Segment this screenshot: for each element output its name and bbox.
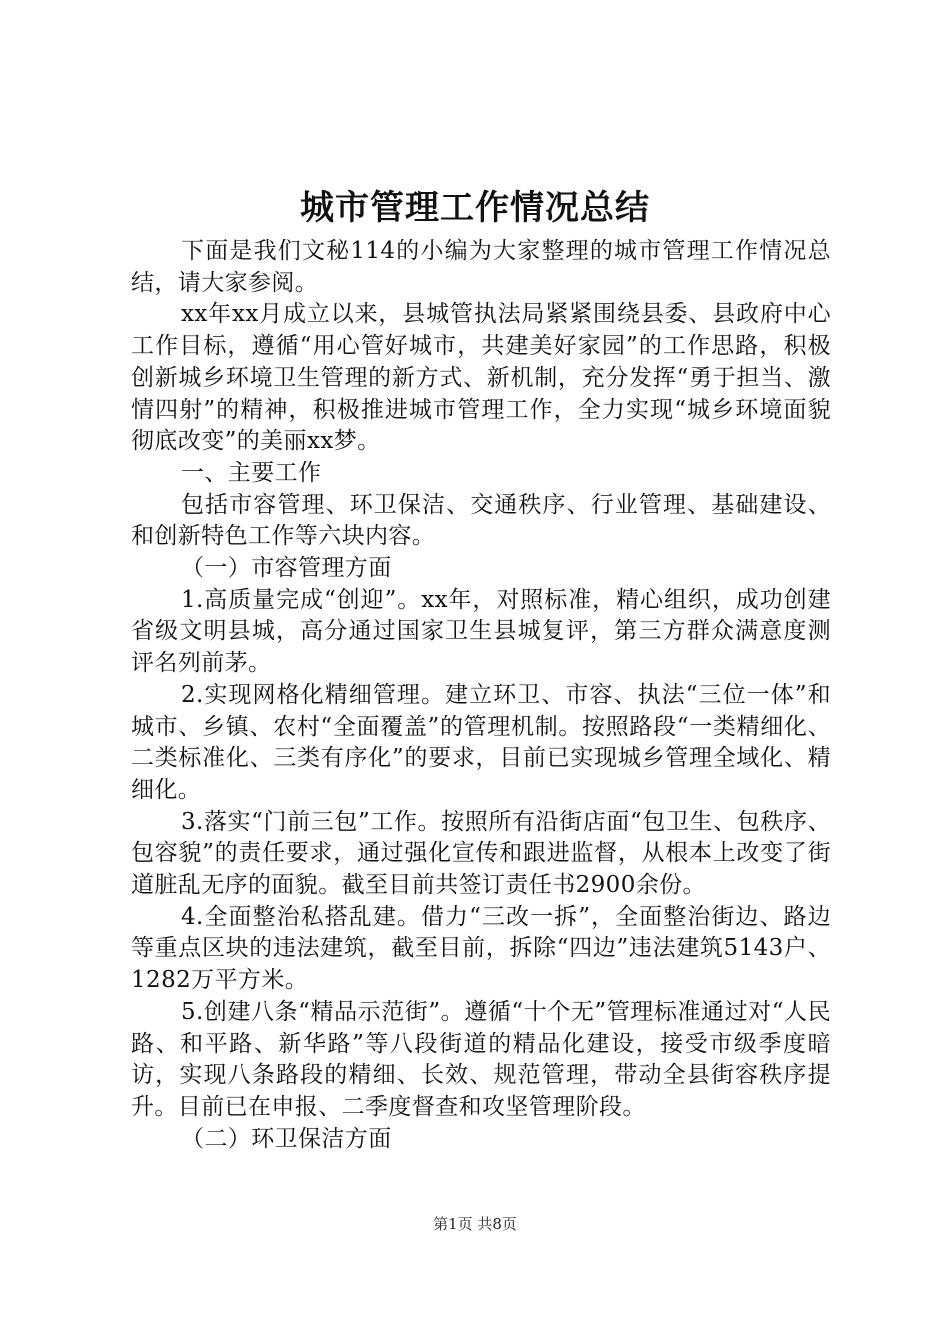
section-heading-main-work: 一、主要工作 — [181, 459, 322, 486]
main-work-paragraph: 包括市容管理、环卫保洁、交通秩序、行业管理、基础建设、和创新特色工作等六块内容。 — [131, 491, 831, 550]
page-footer: 第1页 共8页 — [433, 1215, 517, 1233]
subsection-heading-city-appearance: （一）市容管理方面 — [181, 555, 392, 582]
overview-paragraph: xx年xx月成立以来，县城管执法局紧紧围绕县委、县政府中心工作目标，遵循“用心管好城市，共建美好家园”的工作思路，积极创新城乡环境卫生管理的新方式、新机制，充分发挥“勇于担当、激情四射”的精神，积极推进城市管理工作，全力实现“城乡环境面貌彻底改变”的美丽xx梦。 — [131, 301, 831, 455]
subsection-heading-sanitation: （二）环卫保洁方面 — [181, 1125, 392, 1152]
document-title: 城市管理工作情况总结 — [300, 188, 650, 228]
list-item-2: 2.实现网格化精细管理。建立环卫、市容、执法“三位一体”和城市、乡镇、农村“全面覆盖”的管理机制。按照路段“一类精细化、二类标准化、三类有序化”的要求，目前已实现城乡管理全域化、精细化。 — [131, 681, 831, 803]
list-item-1: 1.高质量完成“创迎”。xx年，对照标准，精心组织，成功创建省级文明县城，高分通过国家卫生县城复评，第三方群众满意度测评名列前茅。 — [131, 586, 831, 677]
document-body — [131, 236, 831, 1155]
list-item-5: 5.创建八条“精品示范街”。遵循“十个无”管理标准通过对“人民路、和平路、新华路”等八段街道的精品化建设，接受市级季度暗访，实现八条路段的精细、长效、规范管理，带动全县街容秩序提升。目前已在申报、二季度督查和攻坚管理阶段。 — [131, 998, 831, 1120]
list-item-4: 4.全面整治私搭乱建。借力“三改一拆”，全面整治街边、路边等重点区块的违法建筑，截至目前，拆除“四边”违法建筑5143户、1282万平方米。 — [131, 903, 831, 994]
list-item-3: 3.落实“门前三包”工作。按照所有沿街店面“包卫生、包秩序、包容貌”的责任要求，通过强化宣传和跟进监督，从根本上改变了街道脏乱无序的面貌。截至目前共签订责任书2900余份。 — [131, 808, 831, 899]
intro-paragraph: 下面是我们文秘114的小编为大家整理的城市管理工作情况总结，请大家参阅。 — [131, 238, 831, 296]
